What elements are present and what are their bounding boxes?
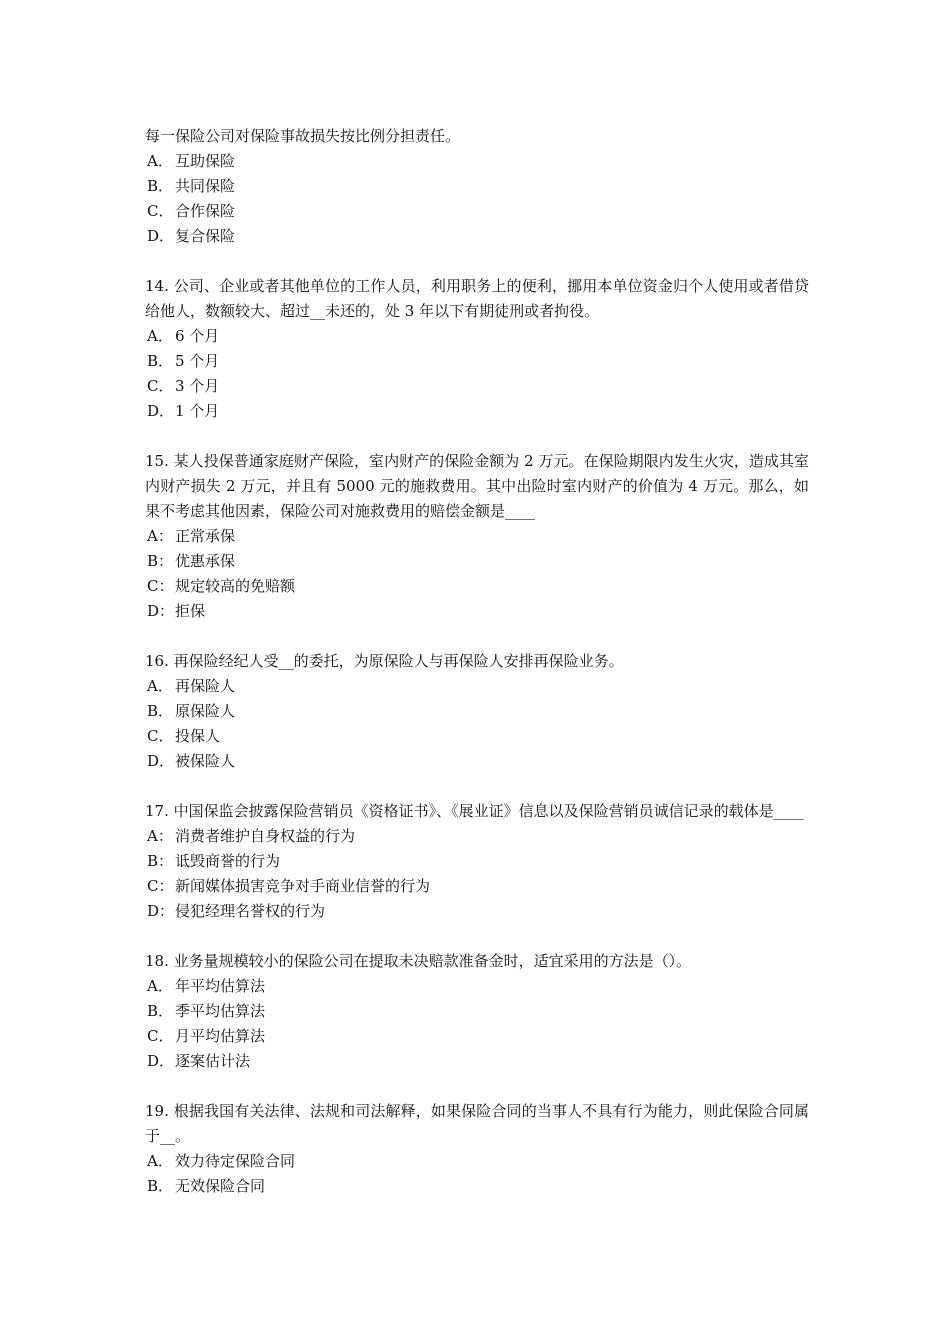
- option-c: [145, 724, 809, 749]
- option-text: 拒保: [175, 602, 206, 620]
- option-label: D．: [147, 402, 175, 420]
- question-text: 每一保险公司对保险事故损失按比例分担责任。: [145, 127, 461, 145]
- option-label: C：: [147, 877, 174, 895]
- option-b: [145, 174, 809, 199]
- option-text: 规定较高的免赔额: [175, 577, 296, 595]
- option-label: C．: [147, 202, 174, 220]
- option-text: 无效保险合同: [175, 1177, 266, 1195]
- option-d: [145, 599, 809, 624]
- question-16: [145, 649, 809, 774]
- question-text: 14. 公司、企业或者其他单位的工作人员，利用职务上的便利，挪用本单位资金归个人使用或者借贷给他人，数额较大、超过__未还的，处 3 年以下有期徒刑或者拘役。: [145, 277, 809, 320]
- question-text: 17. 中国保监会披露保险营销员《资格证书》、《展业证》信息以及保险营销员诚信记录的载体是____: [145, 802, 804, 820]
- option-text: 正常承保: [175, 527, 236, 545]
- option-c: [145, 374, 809, 399]
- option-d: [145, 899, 809, 924]
- option-label: C．: [147, 377, 174, 395]
- option-label: A．: [147, 1152, 173, 1170]
- option-text: 月平均估算法: [175, 1027, 266, 1045]
- option-text: 复合保险: [175, 227, 236, 245]
- option-label: C．: [147, 1027, 174, 1045]
- option-a: [145, 674, 809, 699]
- option-label: B．: [147, 1002, 174, 1020]
- option-text: 合作保险: [175, 202, 236, 220]
- option-label: A．: [147, 977, 173, 995]
- option-text: 优惠承保: [175, 552, 236, 570]
- option-label: D：: [147, 902, 175, 920]
- option-d: [145, 224, 809, 249]
- option-text: 效力待定保险合同: [175, 1152, 296, 1170]
- option-b: [145, 999, 809, 1024]
- question-14: [145, 274, 809, 424]
- option-b: [145, 699, 809, 724]
- option-label: C．: [147, 727, 174, 745]
- option-c: [145, 574, 809, 599]
- question-text: 16. 再保险经纪人受__的委托，为原保险人与再保险人安排再保险业务。: [145, 652, 624, 670]
- question-15: [145, 449, 809, 624]
- option-label: A：: [147, 527, 173, 545]
- option-label: D：: [147, 602, 175, 620]
- option-b: [145, 549, 809, 574]
- option-text: 被保险人: [175, 752, 236, 770]
- option-label: D．: [147, 227, 175, 245]
- option-text: 互助保险: [175, 152, 236, 170]
- option-label: C：: [147, 577, 174, 595]
- option-c: [145, 1024, 809, 1049]
- option-a: [145, 324, 809, 349]
- option-text: 季平均估算法: [175, 1002, 266, 1020]
- option-label: B．: [147, 1177, 174, 1195]
- question-17: [145, 799, 809, 924]
- option-label: D．: [147, 1052, 175, 1070]
- question-13-tail: [145, 124, 809, 249]
- option-text: 诋毁商誉的行为: [175, 852, 281, 870]
- option-b: [145, 349, 809, 374]
- option-a: [145, 1149, 809, 1174]
- option-a: [145, 524, 809, 549]
- option-text: 再保险人: [175, 677, 236, 695]
- option-label: B：: [147, 552, 174, 570]
- option-text: 逐案估计法: [175, 1052, 251, 1070]
- option-label: D．: [147, 752, 175, 770]
- option-text: 6 个月: [175, 327, 220, 345]
- option-b: [145, 849, 809, 874]
- question-19: [145, 1099, 809, 1199]
- option-label: A．: [147, 152, 173, 170]
- question-18: [145, 949, 809, 1074]
- option-d: [145, 749, 809, 774]
- option-a: [145, 974, 809, 999]
- option-label: B．: [147, 352, 174, 370]
- option-b: [145, 1174, 809, 1199]
- option-text: 1 个月: [175, 402, 220, 420]
- option-d: [145, 1049, 809, 1074]
- option-c: [145, 199, 809, 224]
- option-label: A：: [147, 827, 173, 845]
- option-d: [145, 399, 809, 424]
- question-text: 18. 业务量规模较小的保险公司在提取未决赔款准备金时，适宜采用的方法是（）。: [145, 952, 692, 970]
- option-text: 3 个月: [175, 377, 220, 395]
- question-text: 19. 根据我国有关法律、法规和司法解释，如果保险合同的当事人不具有行为能力，则此保险合同属于__。: [145, 1102, 809, 1145]
- option-c: [145, 874, 809, 899]
- option-text: 原保险人: [175, 702, 236, 720]
- option-text: 侵犯经理名誉权的行为: [175, 902, 326, 920]
- option-text: 共同保险: [175, 177, 236, 195]
- option-text: 投保人: [175, 727, 221, 745]
- option-label: A．: [147, 677, 173, 695]
- option-label: A．: [147, 327, 173, 345]
- option-a: [145, 149, 809, 174]
- option-label: B．: [147, 177, 174, 195]
- question-text: 15. 某人投保普通家庭财产保险，室内财产的保险金额为 2 万元。在保险期限内发生火灾，造成其室内财产损失 2 万元，并且有 5000 元的施救费用。其中出险时室内财产的价值为 4 万元。那么，如果不考虑其他因素，保险公司对施救费用的赔偿金额是____: [145, 452, 809, 520]
- option-label: B．: [147, 702, 174, 720]
- option-a: [145, 824, 809, 849]
- option-label: B：: [147, 852, 174, 870]
- document-page: [145, 124, 809, 1224]
- option-text: 年平均估算法: [175, 977, 266, 995]
- option-text: 新闻媒体损害竞争对手商业信誉的行为: [175, 877, 431, 895]
- option-text: 5 个月: [175, 352, 220, 370]
- option-text: 消费者维护自身权益的行为: [175, 827, 356, 845]
